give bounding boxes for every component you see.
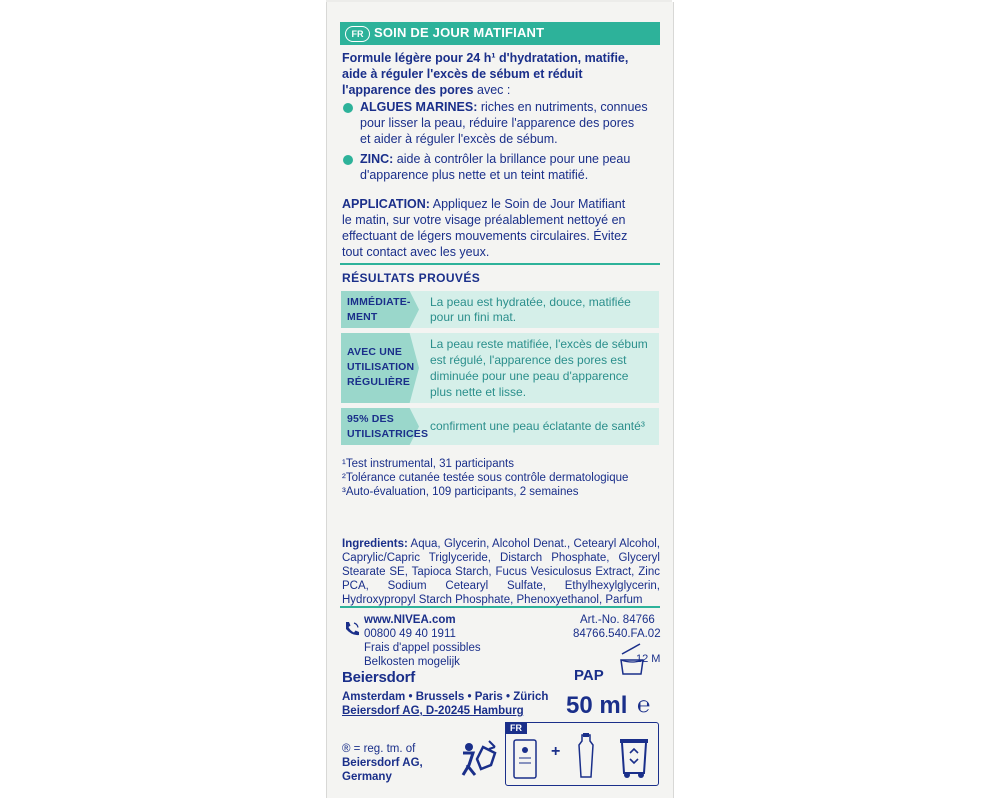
- section-divider: [340, 606, 660, 608]
- result-text-2d: plus nette et lisse.: [430, 385, 527, 399]
- tube-icon: [576, 733, 596, 781]
- bullet-algues-text: riches en nutriments, connues: [477, 100, 648, 114]
- section-divider: [340, 263, 660, 265]
- language-badge: FR: [345, 26, 370, 42]
- intro-line-2: aide à réguler l'excès de sébum et réduit: [342, 67, 583, 81]
- result-text-1b: pour un fini mat.: [430, 310, 517, 324]
- recycle-country-badge: FR: [505, 722, 527, 734]
- cities: Amsterdam • Brussels • Paris • Zürich: [342, 691, 549, 703]
- bullet-zinc-title: ZINC:: [360, 152, 394, 166]
- phone-icon: [343, 620, 361, 638]
- result-label-1a: IMMÉDIATE-: [347, 296, 411, 308]
- result-label-2b: UTILISATION: [347, 361, 415, 373]
- triman-icon: [455, 735, 503, 781]
- bullet-zinc-text: aide à contrôler la brillance pour une peau: [393, 152, 631, 166]
- result-label-2a: AVEC UNE: [347, 346, 403, 358]
- bullet-zinc-line-1: [360, 151, 630, 168]
- pap-label: PAP: [574, 667, 604, 684]
- footnote-1: ¹Test instrumental, 31 participants: [342, 458, 514, 470]
- ingredients-title: Ingredients:: [342, 538, 408, 550]
- intro-tail: avec :: [473, 83, 511, 97]
- result-label-3a: 95% DES: [347, 413, 394, 425]
- application-line-3: effectuant de légers mouvements circulaires. Évitez: [342, 229, 628, 243]
- address: Beiersdorf AG, D-20245 Hamburg: [342, 705, 524, 717]
- plus-sign: +: [551, 743, 561, 760]
- result-text-2b: est régulé, l'apparence des pores est: [430, 353, 627, 367]
- trademark-line-1: ® = reg. tm. of: [342, 743, 416, 755]
- intro-bold-tail: l'apparence des pores: [342, 83, 474, 97]
- recycling-bin-icon: [618, 733, 650, 779]
- batch-code: 84766.540.FA.02: [573, 628, 661, 640]
- bullet-algues-title: ALGUES MARINES:: [360, 100, 478, 114]
- result-text-2a: La peau reste matifiée, l'excès de sébum: [430, 337, 648, 351]
- result-text-3: confirment une peau éclatante de santé³: [430, 419, 645, 433]
- bullet-dot: [343, 103, 353, 113]
- website: www.NIVEA.com: [364, 614, 456, 626]
- bullet-algues-line-3: et aider à réguler l'excès de sébum.: [360, 132, 558, 146]
- intro-line-3: [342, 82, 510, 99]
- footnote-2: ²Tolérance cutanée testée sous contrôle dermatologique: [342, 472, 629, 484]
- product-title: SOIN DE JOUR MATIFIANT: [374, 25, 545, 40]
- result-text-1a: La peau est hydratée, douce, matifiée: [430, 295, 631, 309]
- bullet-algues-line-1: [360, 99, 648, 116]
- carton-box-icon: [512, 736, 538, 780]
- application-line-4: tout contact avec les yeux.: [342, 245, 490, 259]
- ingredients-list: Aqua, Glycerin, Alcohol Denat., Cetearyl Alcohol, Caprylic/Capric Triglyceride, Distarch Phosphate, Glyceryl Stearate SE, Tapioca Starch, Fucus Vesiculosus Extract, Zinc PCA, Sodium Cetearyl Sulfate, Ethylhexylglycerin, Hydroxypropyl Starch Phosphate, Phenoxyethanol, Parfum: [342, 538, 660, 606]
- article-number: Art.-No. 84766: [580, 614, 655, 626]
- call-note-fr: Frais d'appel possibles: [364, 642, 481, 654]
- result-text-2c: diminuée pour une peau d'apparence: [430, 369, 629, 383]
- ingredients-block: [342, 537, 660, 607]
- application-line-2: le matin, sur votre visage préalablement nettoyé en: [342, 213, 626, 227]
- beiersdorf-logo: Beiersdorf: [342, 669, 416, 686]
- call-note-nl: Belkosten mogelijk: [364, 656, 460, 668]
- svg-text:℮: ℮: [637, 694, 651, 716]
- bullet-algues-line-2: pour lisser la peau, réduire l'apparence des pores: [360, 116, 635, 130]
- bullet-zinc-line-2: d'apparence plus nette et un teint matifié.: [360, 168, 589, 182]
- result-label-3b: UTILISATRICES: [347, 428, 429, 440]
- pao-months: 12 M: [636, 653, 661, 665]
- trademark-line-2: Beiersdorf AG,: [342, 757, 423, 769]
- bullet-dot: [343, 155, 353, 165]
- volume: 50 ml: [566, 692, 628, 719]
- results-title: RÉSULTATS PROUVÉS: [342, 271, 481, 285]
- result-label-1b: MENT: [347, 311, 378, 323]
- application-title: APPLICATION:: [342, 197, 430, 211]
- footnote-3: ³Auto-évaluation, 109 participants, 2 semaines: [342, 486, 579, 498]
- application-text: Appliquez le Soin de Jour Matifiant: [429, 197, 626, 211]
- e-mark-icon: [636, 694, 658, 716]
- phone-number: 00800 49 40 1911: [364, 628, 456, 640]
- intro-line-1: Formule légère pour 24 h¹ d'hydratation, matifie,: [342, 51, 629, 65]
- result-label-2c: RÉGULIÈRE: [347, 376, 411, 388]
- application-line-1: [342, 196, 625, 213]
- trademark-line-3: Germany: [342, 771, 392, 783]
